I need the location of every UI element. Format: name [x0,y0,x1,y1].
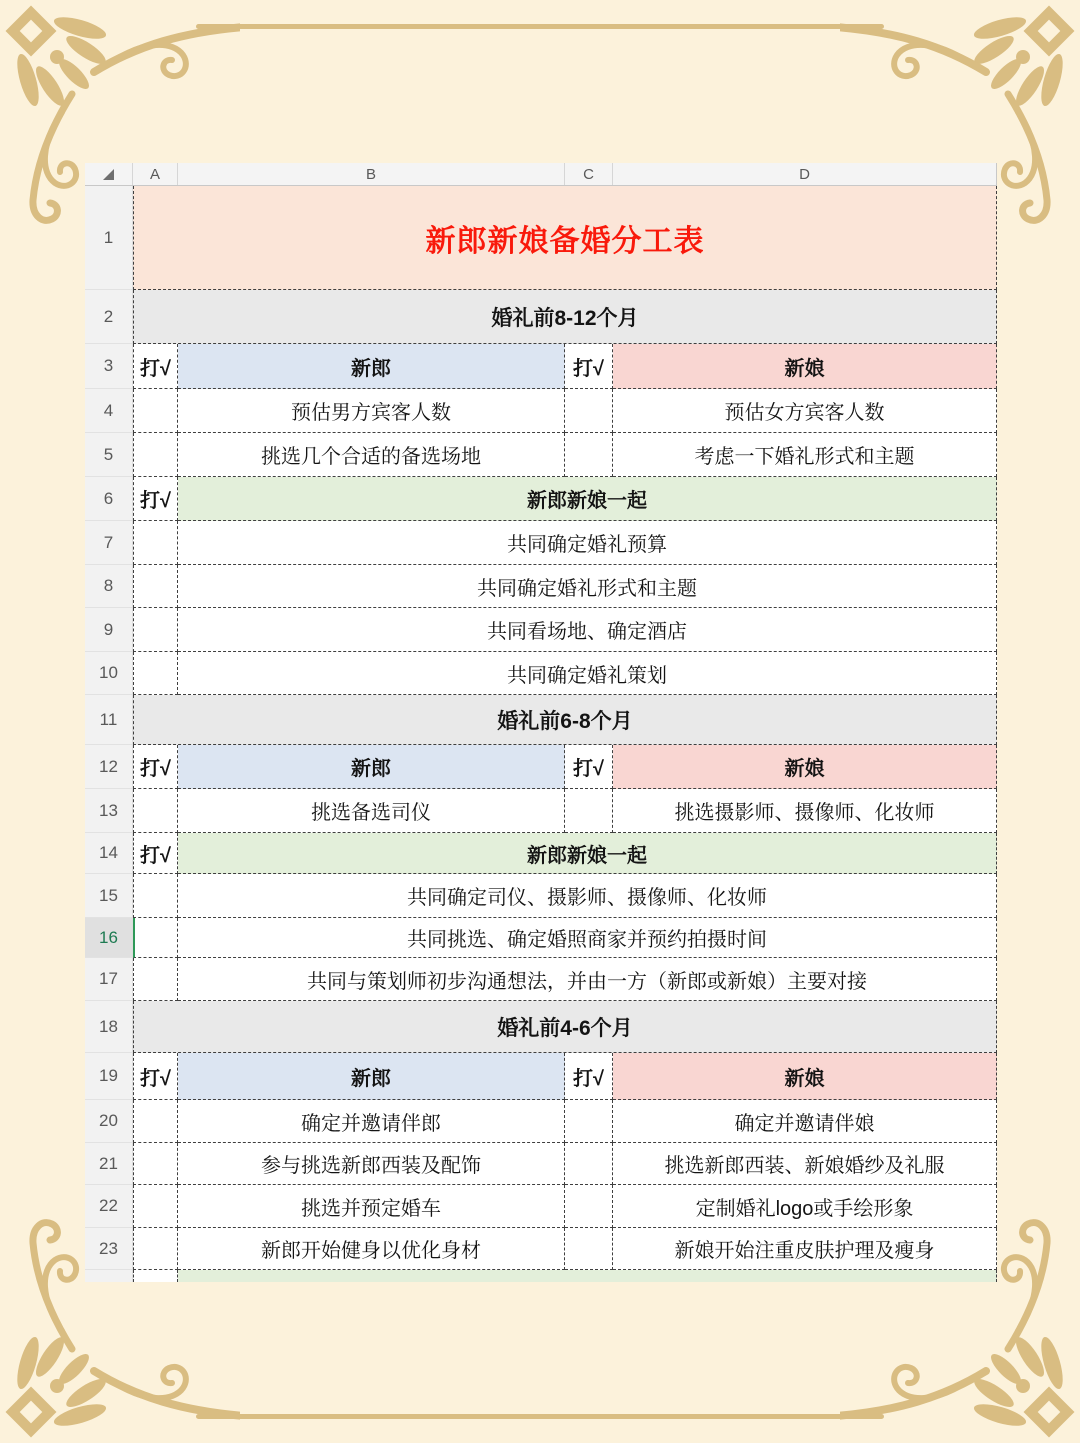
table-row [85,695,997,745]
check-cell[interactable]: 打√ [565,745,613,789]
row-header-2[interactable]: 2 [85,290,133,344]
row-header-21[interactable]: 21 [85,1143,133,1185]
check-input-cell[interactable] [133,389,178,433]
row-header-16-selected[interactable]: 16 [85,918,133,958]
check-input-cell[interactable] [133,565,178,608]
check-input-cell[interactable] [133,1228,178,1270]
column-header-c[interactable]: C [565,163,613,185]
groom-task-cell[interactable]: 新郎开始健身以优化身材 [178,1228,565,1270]
together-header-partial-cell[interactable] [178,1270,997,1282]
table-row [85,433,997,477]
table-row [85,789,997,833]
row-header-8[interactable]: 8 [85,565,133,608]
check-input-cell[interactable] [565,789,613,833]
groom-task-cell[interactable]: 确定并邀请伴郎 [178,1100,565,1143]
row-header-7[interactable]: 7 [85,521,133,565]
row-header-11[interactable]: 11 [85,695,133,745]
together-task-cell[interactable]: 共同确定婚礼预算 [178,521,997,565]
together-task-cell[interactable]: 共同与策划师初步沟通想法，并由一方（新郎或新娘）主要对接 [178,958,997,1001]
table-row [85,918,997,958]
groom-task-cell[interactable]: 挑选几个合适的备选场地 [178,433,565,477]
groom-header-cell[interactable]: 新郎 [178,745,565,789]
bride-task-cell[interactable]: 挑选新郎西装、新娘婚纱及礼服 [613,1143,997,1185]
table-row [85,1185,997,1228]
row-header-19[interactable]: 19 [85,1053,133,1100]
column-header-row [85,163,997,186]
section-header[interactable]: 婚礼前6-8个月 [133,695,997,745]
table-row [85,186,997,290]
check-cell[interactable]: 打√ [133,745,178,789]
row-header-9[interactable]: 9 [85,608,133,652]
table-row [85,389,997,433]
table-row [85,958,997,1001]
check-cell[interactable]: 打√ [133,1053,178,1100]
row-header-6[interactable]: 6 [85,477,133,521]
bride-task-cell[interactable]: 定制婚礼logo或手绘形象 [613,1185,997,1228]
check-cell[interactable]: 打√ [565,344,613,389]
table-row [85,521,997,565]
row-header-13[interactable]: 13 [85,789,133,833]
select-all-triangle-icon [103,169,114,180]
table-row [85,833,997,874]
table-row [85,608,997,652]
groom-task-cell[interactable]: 挑选并预定婚车 [178,1185,565,1228]
check-input-cell[interactable] [565,1228,613,1270]
section-header[interactable]: 婚礼前8-12个月 [133,290,997,344]
row-header-23[interactable]: 23 [85,1228,133,1270]
check-input-cell[interactable] [133,789,178,833]
together-task-cell[interactable]: 共同看场地、确定酒店 [178,608,997,652]
spreadsheet [85,163,997,1282]
together-header-cell[interactable]: 新郎新娘一起 [178,477,997,521]
table-row [85,344,997,389]
section-header[interactable]: 婚礼前4-6个月 [133,1001,997,1053]
table-row [85,1001,997,1053]
groom-task-cell[interactable]: 挑选备选司仪 [178,789,565,833]
table-row [85,565,997,608]
groom-header-cell[interactable]: 新郎 [178,1053,565,1100]
bride-task-cell[interactable]: 确定并邀请伴娘 [613,1100,997,1143]
row-header-1[interactable]: 1 [85,186,133,290]
row-header-5[interactable]: 5 [85,433,133,477]
check-input-cell[interactable] [133,958,178,1001]
check-input-cell[interactable] [133,1185,178,1228]
bride-task-cell[interactable]: 预估女方宾客人数 [613,389,997,433]
check-input-cell[interactable] [133,874,178,918]
column-header-d[interactable]: D [613,163,997,185]
select-all-corner[interactable] [85,163,133,185]
check-input-cell[interactable] [565,1143,613,1185]
check-input-cell[interactable] [133,1143,178,1185]
row-header-3[interactable]: 3 [85,344,133,389]
check-cell[interactable]: 打√ [133,833,178,874]
check-input-cell[interactable] [565,1185,613,1228]
table-row [85,1143,997,1185]
check-input-cell[interactable] [133,433,178,477]
row-header-15[interactable]: 15 [85,874,133,918]
row-header-12[interactable]: 12 [85,745,133,789]
table-row [85,745,997,789]
check-input-cell[interactable] [133,652,178,695]
bride-task-cell[interactable]: 挑选摄影师、摄像师、化妆师 [613,789,997,833]
row-header-10[interactable]: 10 [85,652,133,695]
check-cell[interactable]: 打√ [565,1053,613,1100]
table-row [85,1053,997,1100]
table-row [85,874,997,918]
bride-header-cell[interactable]: 新娘 [613,344,997,389]
row-header-24-partial[interactable] [85,1270,133,1282]
together-task-cell[interactable]: 共同确定婚礼形式和主题 [178,565,997,608]
table-row [85,1100,997,1143]
together-task-cell[interactable]: 共同确定婚礼策划 [178,652,997,695]
frame-top-line [196,24,884,29]
row-header-22[interactable]: 22 [85,1185,133,1228]
check-input-cell[interactable] [565,1100,613,1143]
groom-task-cell[interactable]: 预估男方宾客人数 [178,389,565,433]
column-header-a[interactable]: A [133,163,178,185]
row-header-18[interactable]: 18 [85,1001,133,1053]
frame-bottom-line [196,1414,884,1419]
together-task-cell[interactable]: 共同挑选、确定婚照商家并预约拍摄时间 [178,918,997,958]
check-input-cell[interactable] [565,433,613,477]
check-cell[interactable]: 打√ [133,477,178,521]
row-header-20[interactable]: 20 [85,1100,133,1143]
bride-task-cell[interactable]: 考虑一下婚礼形式和主题 [613,433,997,477]
table-row [85,290,997,344]
column-header-b[interactable]: B [178,163,565,185]
groom-header-cell[interactable]: 新郎 [178,344,565,389]
table-row [85,652,997,695]
row-header-14[interactable]: 14 [85,833,133,874]
check-input-cell[interactable] [133,608,178,652]
table-row [85,1228,997,1270]
bride-task-cell[interactable]: 新娘开始注重皮肤护理及瘦身 [613,1228,997,1270]
bride-header-cell[interactable]: 新娘 [613,745,997,789]
together-header-cell[interactable]: 新郎新娘一起 [178,833,997,874]
sheet-title[interactable]: 新郎新娘备婚分工表 [133,186,997,290]
bride-header-cell[interactable]: 新娘 [613,1053,997,1100]
table-row [85,477,997,521]
groom-task-cell[interactable]: 参与挑选新郎西装及配饰 [178,1143,565,1185]
partial-row [85,1270,997,1282]
check-input-cell[interactable] [133,521,178,565]
check-input-cell[interactable] [133,1270,178,1282]
active-cell-a16[interactable] [133,918,178,958]
row-header-17[interactable]: 17 [85,958,133,1001]
row-header-4[interactable]: 4 [85,389,133,433]
check-input-cell[interactable] [133,1100,178,1143]
check-input-cell[interactable] [565,389,613,433]
together-task-cell[interactable]: 共同确定司仪、摄影师、摄像师、化妆师 [178,874,997,918]
check-cell[interactable]: 打√ [133,344,178,389]
